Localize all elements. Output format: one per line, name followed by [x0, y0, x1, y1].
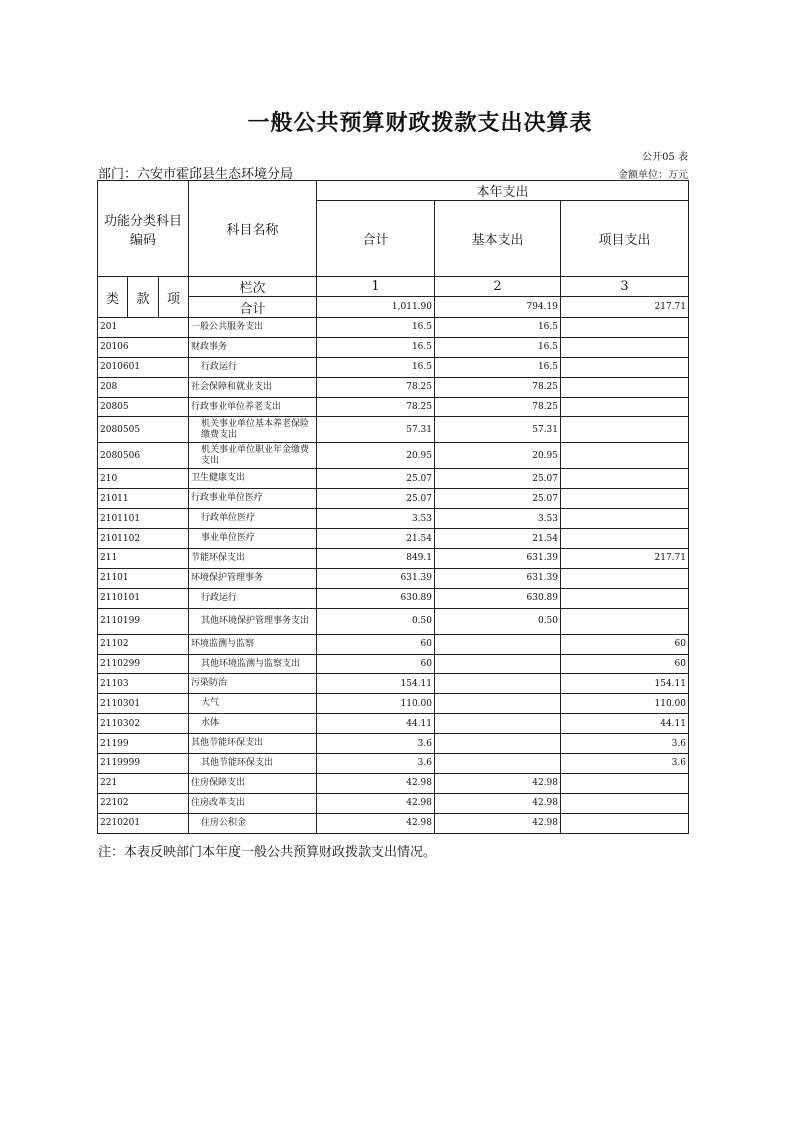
- basic-amount: 25.07: [435, 469, 561, 489]
- subject-code: 2110301: [98, 694, 189, 714]
- basic-amount: 631.39: [435, 549, 561, 569]
- table-row: [98, 337, 689, 357]
- total-amount: 849.1: [317, 549, 435, 569]
- total-amount: 57.31: [317, 417, 435, 443]
- basic-amount: 42.98: [435, 773, 561, 793]
- grand-total-basic: 794.19: [435, 297, 561, 318]
- subject-name: 行政运行: [189, 357, 317, 377]
- subject-name: 住房公积金: [189, 813, 317, 833]
- project-amount: 44.11: [561, 714, 689, 734]
- total-amount: 21.54: [317, 529, 435, 549]
- basic-amount: 630.89: [435, 588, 561, 608]
- table-row: [98, 754, 689, 774]
- basic-expenditure-header: 基本支出: [435, 201, 561, 277]
- project-amount: [561, 608, 689, 634]
- total-amount: 110.00: [317, 694, 435, 714]
- project-amount: [561, 813, 689, 833]
- table-row: [98, 608, 689, 634]
- table-row: [98, 813, 689, 833]
- subject-code: 201: [98, 318, 189, 338]
- total-amount: 16.5: [317, 357, 435, 377]
- table-row: [98, 793, 689, 813]
- table-row: [98, 714, 689, 734]
- table-row: [98, 443, 689, 469]
- subject-name: 污染防治: [189, 674, 317, 694]
- grand-total-value: 1,011.90: [317, 297, 435, 318]
- form-number: 公开05 表: [642, 152, 688, 163]
- total-amount: 78.25: [317, 397, 435, 417]
- basic-amount: 57.31: [435, 417, 561, 443]
- function-code-header: 功能分类科目编码: [98, 181, 189, 277]
- basic-amount: 631.39: [435, 568, 561, 588]
- subject-code: 2110101: [98, 588, 189, 608]
- subject-name: 一般公共服务支出: [189, 318, 317, 338]
- table-row: [98, 509, 689, 529]
- subject-name: 财政事务: [189, 337, 317, 357]
- subject-code: 20805: [98, 397, 189, 417]
- total-amount: 25.07: [317, 489, 435, 509]
- total-amount: 3.6: [317, 754, 435, 774]
- report-title: 一般公共预算财政拨款支出决算表: [247, 111, 593, 136]
- table-row: [98, 318, 689, 338]
- basic-amount: 20.95: [435, 443, 561, 469]
- subject-code: 2080505: [98, 417, 189, 443]
- basic-amount: 16.5: [435, 318, 561, 338]
- project-amount: [561, 529, 689, 549]
- project-amount: [561, 318, 689, 338]
- project-amount: 3.6: [561, 754, 689, 774]
- basic-amount: [435, 674, 561, 694]
- total-column-header: 合计: [317, 201, 435, 277]
- project-amount: [561, 568, 689, 588]
- total-amount: 60: [317, 654, 435, 674]
- project-amount: [561, 337, 689, 357]
- subject-name: 机关事业单位职业年金缴费支出: [189, 443, 317, 469]
- subject-code: 221: [98, 773, 189, 793]
- subject-code: 22102: [98, 793, 189, 813]
- basic-amount: [435, 714, 561, 734]
- column-number-2: 2: [435, 277, 561, 297]
- subject-code: 21011: [98, 489, 189, 509]
- table-row: [98, 469, 689, 489]
- subject-name: 其他环境保护管理事务支出: [189, 608, 317, 634]
- category-header: 类: [98, 277, 128, 318]
- subject-name-header: 科目名称: [189, 181, 317, 277]
- project-amount: [561, 443, 689, 469]
- subject-code: 210: [98, 469, 189, 489]
- basic-amount: 0.50: [435, 608, 561, 634]
- total-amount: 44.11: [317, 714, 435, 734]
- total-amount: 631.39: [317, 568, 435, 588]
- table-row: [98, 674, 689, 694]
- basic-amount: [435, 694, 561, 714]
- subject-name: 事业单位医疗: [189, 529, 317, 549]
- current-year-expenditure-header: 本年支出: [317, 181, 689, 201]
- total-amount: 78.25: [317, 377, 435, 397]
- subject-name: 社会保障和就业支出: [189, 377, 317, 397]
- basic-amount: [435, 734, 561, 754]
- table-row: [98, 377, 689, 397]
- project-amount: [561, 377, 689, 397]
- basic-amount: 16.5: [435, 357, 561, 377]
- total-amount: 154.11: [317, 674, 435, 694]
- basic-amount: 42.98: [435, 793, 561, 813]
- table-row: [98, 654, 689, 674]
- table-row: [98, 417, 689, 443]
- basic-amount: 78.25: [435, 377, 561, 397]
- grand-total-project: 217.71: [561, 297, 689, 318]
- project-amount: 154.11: [561, 674, 689, 694]
- project-amount: [561, 793, 689, 813]
- table-row: [98, 734, 689, 754]
- table-row: [98, 397, 689, 417]
- column-number-label: 栏次: [189, 277, 317, 297]
- subject-name: 节能环保支出: [189, 549, 317, 569]
- subject-code: 20106: [98, 337, 189, 357]
- basic-amount: 16.5: [435, 337, 561, 357]
- basic-amount: 78.25: [435, 397, 561, 417]
- total-amount: 42.98: [317, 813, 435, 833]
- table-row: [98, 568, 689, 588]
- total-amount: 16.5: [317, 318, 435, 338]
- basic-amount: [435, 634, 561, 654]
- subject-code: 2101102: [98, 529, 189, 549]
- column-number-1: 1: [317, 277, 435, 297]
- subject-code: 21101: [98, 568, 189, 588]
- table-row: [98, 634, 689, 654]
- subject-code: 211: [98, 549, 189, 569]
- subject-code: 21199: [98, 734, 189, 754]
- table-row: [98, 357, 689, 377]
- basic-amount: 25.07: [435, 489, 561, 509]
- subject-name: 环境保护管理事务: [189, 568, 317, 588]
- basic-amount: 21.54: [435, 529, 561, 549]
- total-amount: 3.6: [317, 734, 435, 754]
- section-header: 款: [128, 277, 159, 318]
- item-header: 项: [159, 277, 189, 318]
- subject-code: 2080506: [98, 443, 189, 469]
- subject-code: 21103: [98, 674, 189, 694]
- subject-code: 2110299: [98, 654, 189, 674]
- total-amount: 630.89: [317, 588, 435, 608]
- subject-name: 住房保障支出: [189, 773, 317, 793]
- total-amount: 25.07: [317, 469, 435, 489]
- subject-code: 2210201: [98, 813, 189, 833]
- subject-name: 行政运行: [189, 588, 317, 608]
- subject-code: 2101101: [98, 509, 189, 529]
- subject-name: 行政事业单位养老支出: [189, 397, 317, 417]
- project-amount: [561, 489, 689, 509]
- total-amount: 3.53: [317, 509, 435, 529]
- project-expenditure-header: 项目支出: [561, 201, 689, 277]
- project-amount: [561, 417, 689, 443]
- subject-name: 行政事业单位医疗: [189, 489, 317, 509]
- project-amount: [561, 509, 689, 529]
- project-amount: 110.00: [561, 694, 689, 714]
- subject-code: 2010601: [98, 357, 189, 377]
- subject-name: 其他节能环保支出: [189, 734, 317, 754]
- table-row: [98, 773, 689, 793]
- subject-code: 21102: [98, 634, 189, 654]
- project-amount: [561, 469, 689, 489]
- subject-name: 其他环境监测与监察支出: [189, 654, 317, 674]
- table-body: [98, 318, 689, 834]
- project-amount: 217.71: [561, 549, 689, 569]
- amount-unit-label: 金额单位：万元: [618, 170, 688, 181]
- subject-name: 环境监测与监察: [189, 634, 317, 654]
- project-amount: 3.6: [561, 734, 689, 754]
- total-amount: 16.5: [317, 337, 435, 357]
- table-row: [98, 489, 689, 509]
- basic-amount: 3.53: [435, 509, 561, 529]
- subject-name: 机关事业单位基本养老保险缴费支出: [189, 417, 317, 443]
- total-amount: 0.50: [317, 608, 435, 634]
- table-row: [98, 588, 689, 608]
- project-amount: [561, 397, 689, 417]
- subject-code: 208: [98, 377, 189, 397]
- subject-name: 其他节能环保支出: [189, 754, 317, 774]
- project-amount: 60: [561, 634, 689, 654]
- column-number-3: 3: [561, 277, 689, 297]
- table-row: [98, 529, 689, 549]
- total-amount: 60: [317, 634, 435, 654]
- grand-total-label: 合计: [189, 297, 317, 318]
- department-label: 部门：六安市霍邱县生态环境分局: [98, 167, 294, 182]
- total-amount: 20.95: [317, 443, 435, 469]
- basic-amount: [435, 754, 561, 774]
- project-amount: [561, 773, 689, 793]
- total-amount: 42.98: [317, 773, 435, 793]
- subject-name: 卫生健康支出: [189, 469, 317, 489]
- subject-name: 大气: [189, 694, 317, 714]
- subject-name: 水体: [189, 714, 317, 734]
- total-amount: 42.98: [317, 793, 435, 813]
- expenditure-table: [97, 180, 689, 834]
- subject-name: 行政单位医疗: [189, 509, 317, 529]
- subject-code: 2110302: [98, 714, 189, 734]
- subject-name: 住房改革支出: [189, 793, 317, 813]
- project-amount: [561, 357, 689, 377]
- subject-code: 2119999: [98, 754, 189, 774]
- project-amount: 60: [561, 654, 689, 674]
- footnote: 注：本表反映部门本年度一般公共预算财政拨款支出情况。: [98, 845, 437, 860]
- subject-code: 2110199: [98, 608, 189, 634]
- project-amount: [561, 588, 689, 608]
- basic-amount: [435, 654, 561, 674]
- basic-amount: 42.98: [435, 813, 561, 833]
- table-row: [98, 694, 689, 714]
- table-row: [98, 549, 689, 569]
